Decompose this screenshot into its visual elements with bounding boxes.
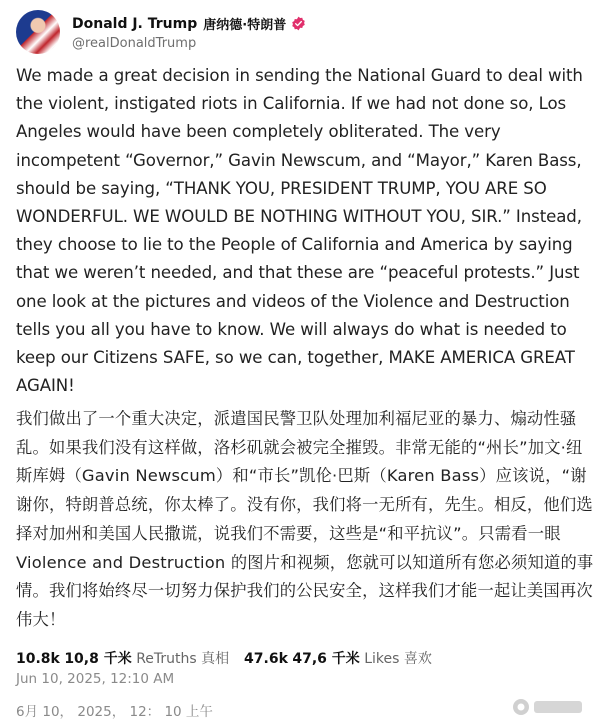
display-name[interactable]: Donald J. Trump: [72, 15, 198, 32]
name-row: [72, 14, 306, 33]
engagement-stats: [16, 648, 432, 668]
retruths-count[interactable]: 10.8k: [16, 651, 60, 667]
avatar[interactable]: [16, 10, 60, 54]
retruths-label-translated[interactable]: 真相: [201, 651, 230, 667]
retruths-label[interactable]: ReTruths: [136, 651, 197, 667]
display-name-translated[interactable]: 唐纳德·特朗普: [203, 18, 287, 33]
watermark-text: [534, 701, 582, 713]
retruths-count-translated[interactable]: 10,8 千米: [64, 651, 132, 667]
likes-count-translated[interactable]: 47,6 千米: [292, 651, 360, 667]
post-timestamp-translated[interactable]: 6月 10， 2025， 12： 10 上午: [16, 704, 213, 720]
post-text-translated: 我们做出了一个重大决定，派遣国民警卫队处理加利福尼亚的暴力、煽动性骚乱。如果我们没有这样做，洛杉矶就会被完全摧毁。非常无能的“州长”加文·纽斯库姆（Gavin Newscum）和“市长”凯伦·巴斯（Karen Bass）应该说，“谢谢你，特朗普总统，你太棒了。没有你，我们将一无所有，先生。相反，他们选择对加州和美国人民撒谎，说我们不需要，这些是“和平抗议”。只需看一眼 Violence and Destruction 的图片和视频，您就可以知道所有您必须知道的事情。我们将始终尽一切努力保护我们的公民安全，这样我们才能一起让美国再次伟大！: [16, 409, 594, 629]
likes-label-translated[interactable]: 喜欢: [403, 651, 432, 667]
likes-label[interactable]: Likes: [364, 651, 400, 667]
user-handle[interactable]: @realDonaldTrump: [72, 36, 197, 51]
watermark-logo-icon: [512, 698, 530, 716]
post-text-english: We made a great decision in sending the National Guard to deal with the violent, instigated riots in California. If we had not done so, Los Angeles would have been completely obliterated. The very incompetent “Governor,” Gavin Newscum, and “Mayor,” Karen Bass, should be saying, “THANK YOU, PRESIDENT TRUMP, YOU ARE SO WONDERFUL. WE WOULD BE NOTHING WITHOUT YOU, SIR.” Instead, they choose to lie to the People of California and America by saying that we weren’t needed, and that these are “peaceful protests.” Just one look at the pictures and videos of the Violence and Destruction tells you all you have to know. We will always do what is needed to keep our Citizens SAFE, so we can, together, MAKE AMERICA GREAT AGAIN!: [16, 66, 583, 396]
verified-badge-icon: [291, 16, 306, 31]
likes-count[interactable]: 47.6k: [244, 651, 288, 667]
watermark: [512, 698, 582, 716]
post-timestamp[interactable]: Jun 10, 2025, 12:10 AM: [16, 671, 175, 687]
